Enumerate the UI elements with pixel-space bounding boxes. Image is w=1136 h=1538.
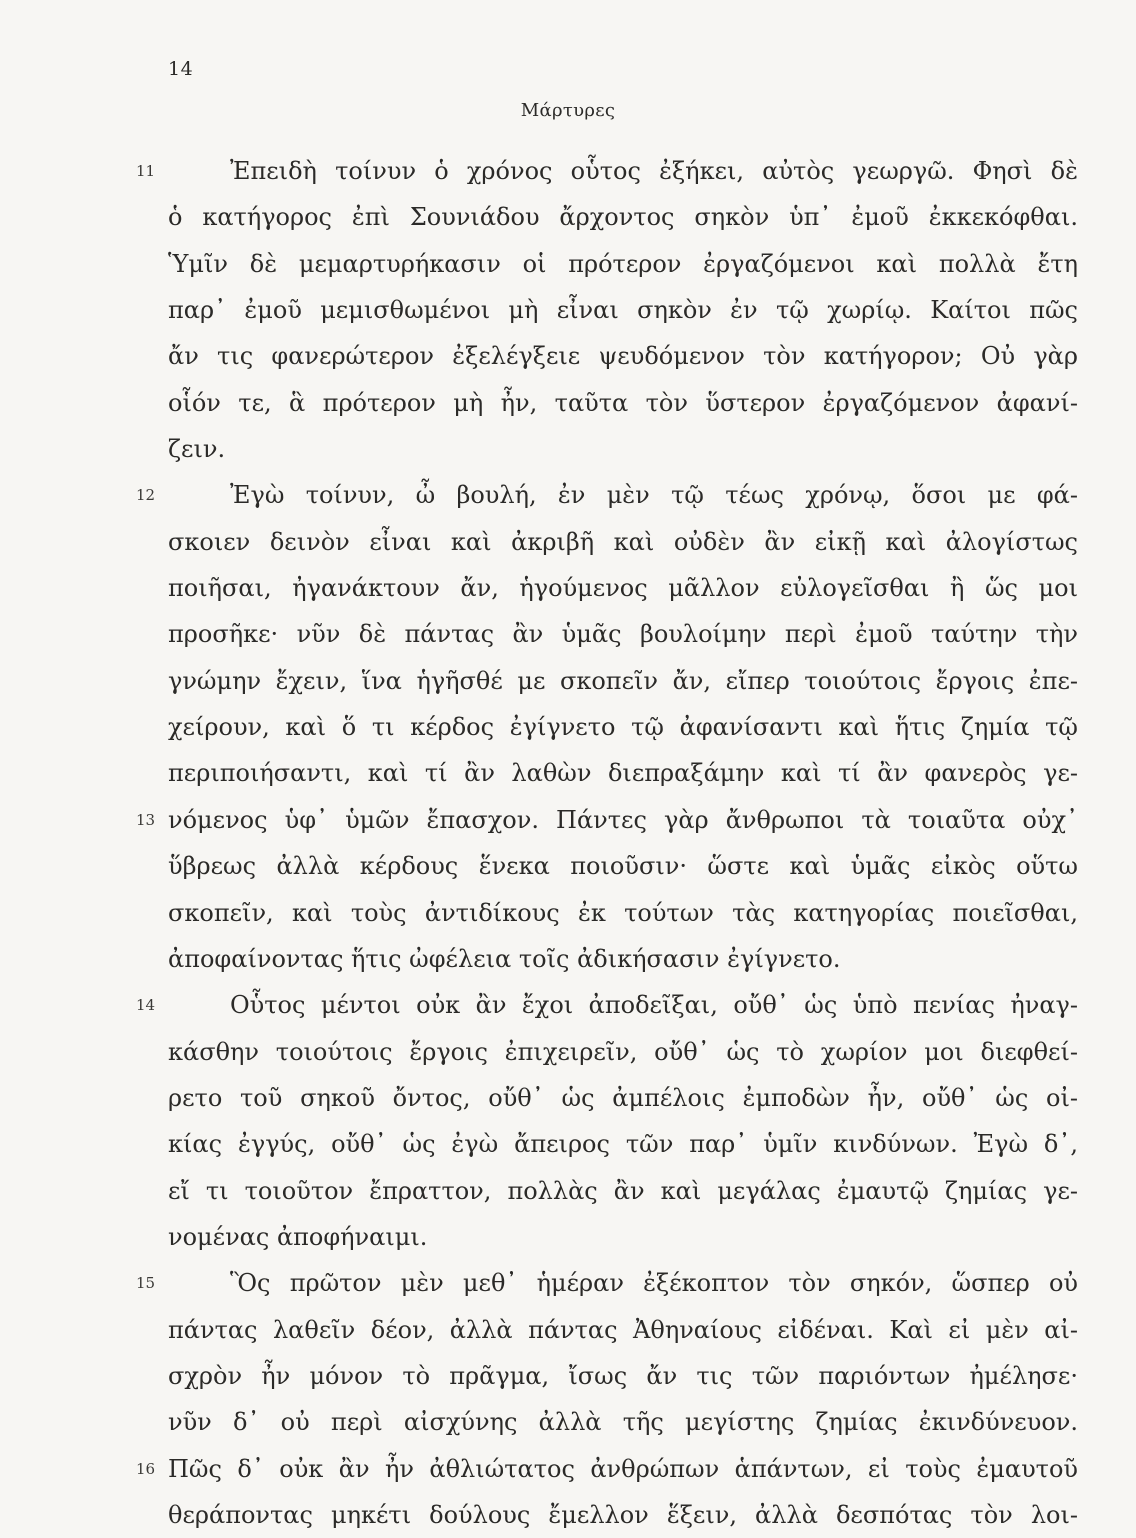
text-line: 13 νόμενος ὑφ᾽ ὑμῶν ἔπασχον. Πάντες γὰρ ἄνθρωποι τὰ τοιαῦτα οὐχ᾽ bbox=[168, 797, 1078, 843]
text-line: ρετο τοῦ σηκοῦ ὄντος, οὔθ᾽ ὡς ἀμπέλοις ἐμποδὼν ἦν, οὔθ᾽ ὡς οἰ- bbox=[168, 1083, 1078, 1112]
text-line: 12 Ἐγὼ τοίνυν, ὦ βουλή, ἐν μὲν τῷ τέως χρόνῳ, ὅσοι με φά- bbox=[168, 472, 1078, 518]
text-line: παρ᾽ ἐμοῦ μεμισθωμένοι μὴ εἶναι σηκὸν ἐν τῷ χωρίῳ. Καίτοι πῶς bbox=[168, 296, 1078, 325]
section-number: 12 bbox=[136, 486, 156, 505]
section-number: 13 bbox=[136, 810, 156, 829]
text-line: ποιῆσαι, ἠγανάκτουν ἄν, ἡγούμενος μᾶλλον εὐλογεῖσθαι ἢ ὥς μοι bbox=[168, 574, 1078, 603]
text-line: νῦν δ᾽ οὐ περὶ αἰσχύνης ἀλλὰ τῆς μεγίστης ζημίας ἐκινδύνευον. bbox=[168, 1408, 1078, 1437]
body-text bbox=[136, 148, 1078, 1538]
text-line: ὁ κατήγορος ἐπὶ Σουνιάδου ἄρχοντος σηκὸν ὑπ᾽ ἐμοῦ ἐκκεκόφθαι. bbox=[168, 203, 1078, 232]
text-line: θεράποντας μηκέτι δούλους ἔμελλον ἕξειν, ἀλλὰ δεσπότας τὸν λοι- bbox=[168, 1500, 1078, 1529]
section-number: 14 bbox=[136, 996, 156, 1015]
text-line: 15 Ὃς πρῶτον μὲν μεθ᾽ ἡμέραν ἐξέκοπτον τὸν σηκόν, ὥσπερ οὐ bbox=[168, 1260, 1078, 1306]
text-line: σχρὸν ἦν μόνον τὸ πρᾶγμα, ἴσως ἄν τις τῶν παριόντων ἠμέλησε· bbox=[168, 1361, 1078, 1390]
text-line: ὕβρεως ἀλλὰ κέρδους ἕνεκα ποιοῦσιν· ὥστε καὶ ὑμᾶς εἰκὸς οὕτω bbox=[168, 852, 1078, 881]
section-number: 15 bbox=[136, 1274, 156, 1293]
text-line: 16 Πῶς δ᾽ οὐκ ἂν ἦν ἀθλιώτατος ἀνθρώπων ἁπάντων, εἰ τοὺς ἐμαυτοῦ bbox=[168, 1446, 1078, 1492]
text-line: Ὑμῖν δὲ μεμαρτυρήκασιν οἱ πρότερον ἐργαζόμενοι καὶ πολλὰ ἔτη bbox=[168, 249, 1078, 278]
text-line: νομένας ἀποφήναιμι. bbox=[168, 1222, 428, 1251]
section-heading: Μάρτυρες bbox=[520, 100, 616, 121]
text-line: χείρουν, καὶ ὅ τι κέρδος ἐγίγνετο τῷ ἀφανίσαντι καὶ ἥτις ζημία τῷ bbox=[168, 713, 1078, 742]
text-line: κίας ἐγγύς, οὔθ᾽ ὡς ἐγὼ ἄπειρος τῶν παρ᾽ ὑμῖν κινδύνων. Ἐγὼ δ᾽, bbox=[168, 1130, 1078, 1159]
text-line: γνώμην ἔχειν, ἵνα ἡγῆσθέ με σκοπεῖν ἄν, εἴπερ τοιούτοις ἔργοις ἐπε- bbox=[168, 666, 1078, 695]
text-line: πάντας λαθεῖν δέον, ἀλλὰ πάντας Ἀθηναίους εἰδέναι. Καὶ εἰ μὲν αἰ- bbox=[168, 1315, 1078, 1344]
text-line: οἷόν τε, ἃ πρότερον μὴ ἦν, ταῦτα τὸν ὕστερον ἐργαζόμενον ἀφανί- bbox=[168, 388, 1078, 417]
text-line: 11 Ἐπειδὴ τοίνυν ὁ χρόνος οὗτος ἐξήκει, αὐτὸς γεωργῶ. Φησὶ δὲ bbox=[168, 148, 1078, 194]
text-line: σκοιεν δεινὸν εἶναι καὶ ἀκριβῆ καὶ οὐδὲν ἂν εἰκῇ καὶ ἀλογίστως bbox=[168, 527, 1078, 556]
text-line: προσῆκε· νῦν δὲ πάντας ἂν ὑμᾶς βουλοίμην περὶ ἐμοῦ ταύτην τὴν bbox=[168, 620, 1078, 649]
text-line: εἴ τι τοιοῦτον ἔπραττον, πολλὰς ἂν καὶ μεγάλας ἐμαυτῷ ζημίας γε- bbox=[168, 1176, 1078, 1205]
text-line: ἄν τις φανερώτερον ἐξελέγξειε ψευδόμενον τὸν κατήγορον; Οὐ γὰρ bbox=[168, 342, 1078, 371]
text-line: 14 Οὗτος μέντοι οὐκ ἂν ἔχοι ἀποδεῖξαι, οὔθ᾽ ὡς ὑπὸ πενίας ἠναγ- bbox=[168, 982, 1078, 1028]
text-line: σκοπεῖν, καὶ τοὺς ἀντιδίκους ἐκ τούτων τὰς κατηγορίας ποιεῖσθαι, bbox=[168, 898, 1078, 927]
text-line: ἀποφαίνοντας ἥτις ὠφέλεια τοῖς ἀδικήσασιν ἐγίγνετο. bbox=[168, 944, 841, 973]
section-number: 11 bbox=[136, 162, 156, 180]
text-line: ζειν. bbox=[168, 435, 226, 464]
page-number: 14 bbox=[168, 58, 194, 80]
text-line: κάσθην τοιούτοις ἔργοις ἐπιχειρεῖν, οὔθ᾽ ὡς τὸ χωρίον μοι διεφθεί- bbox=[168, 1037, 1078, 1066]
section-number: 16 bbox=[136, 1459, 156, 1478]
text-line: περιποιήσαντι, καὶ τί ἂν λαθὼν διεπραξάμην καὶ τί ἂν φανερὸς γε- bbox=[168, 759, 1078, 788]
